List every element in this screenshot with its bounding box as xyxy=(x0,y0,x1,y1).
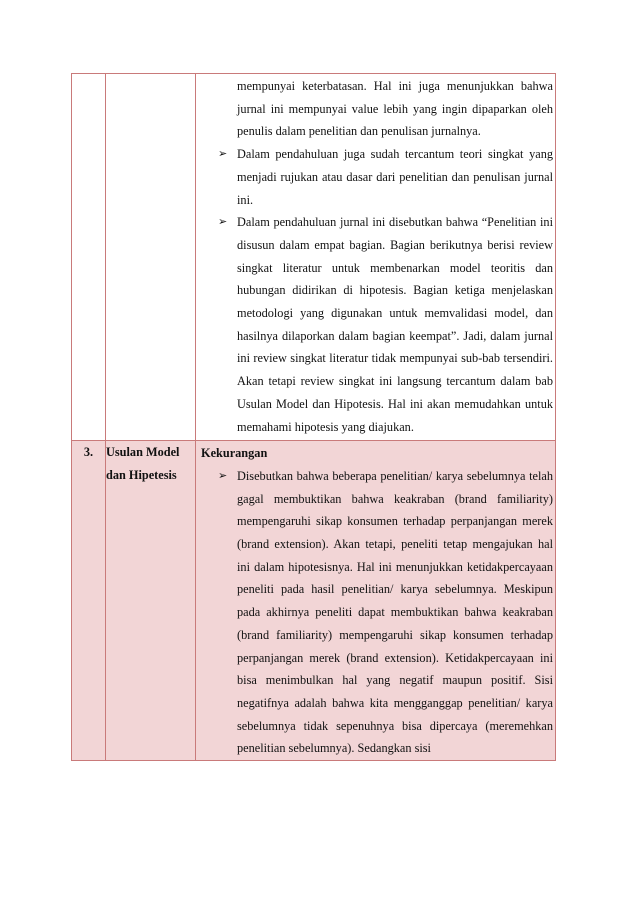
bullet-text: Dalam pendahuluan juga sudah tercantum teori singkat yang menjadi rujukan atau dasar dari penelitian dan penulisan jurnal ini. xyxy=(237,147,553,207)
arrow-bullet-icon: ➢ xyxy=(218,148,228,161)
arrow-bullet-icon: ➢ xyxy=(218,216,228,229)
bullet-text: Disebutkan bahwa beberapa penelitian/ karya sebelumnya telah gagal membuktikan bahwa keakraban (brand familiarity) mempengaruhi sikap konsumen terhadap perpanjangan merek (brand extension). Akan tetapi, peneliti tetap mengajukan hal ini dalam hipotesisnya. Hal ini menunjukkan ketidakpercayaan peneliti pada hasil penelitian/ karya sebelumnya. Meskipun pada akhirnya peneliti dapat membuktikan bahwa keakraban (brand familiarity) mempengaruhi sikap konsumen terhadap perpanjangan merek (brand extension). Ketidakpercayaan ini bisa menimbulkan hal yang negatif maupun positif. Sisi negatifnya adalah bahwa kita mengganggap penelitian/ karya sebelumnya tidak sepenuhnya bisa dipercaya (meremehkan penelitian sebelumnya). Sedangkan sisi xyxy=(237,468,553,756)
bullet-item xyxy=(201,143,553,211)
bullet-text: Dalam pendahuluan jurnal ini disebutkan bahwa “Penelitian ini disusun dalam empat bagian. Bagian berikutnya berisi review singkat literatur untuk membenarkan model teoritis dan hubungan didirikan di hipotesis. Bagian ketiga menjelaskan metodologi yang digunakan untuk memvalidasi model, dan hasilnya dilaporkan dalam bagian keempat”. Jadi, dalam jurnal ini review singkat literatur tidak mempunyai sub-bab tersendiri. Akan tetapi review singkat ini langsung tercantum dalam bab Usulan Model dan Hipotesis. Hal ini akan memudahkan untuk memahami hipotesis yang diajukan. xyxy=(237,215,553,434)
table-row xyxy=(72,441,556,761)
topic-cell xyxy=(106,74,196,441)
review-table xyxy=(71,73,556,761)
table-row xyxy=(72,74,556,441)
bullet-item xyxy=(201,465,553,760)
section-heading: Kekurangan xyxy=(201,446,268,461)
number-cell xyxy=(72,74,106,441)
arrow-bullet-icon: ➢ xyxy=(218,469,228,482)
bullet-item xyxy=(201,211,553,438)
row-number: 3. xyxy=(72,441,106,761)
continuation-paragraph: mempunyai keterbatasan. Hal ini juga menunjukkan bahwa jurnal ini mempunyai value lebih yang ingin dipaparkan oleh penulis dalam penelitian dan penulisan jurnalnya. xyxy=(237,79,553,139)
content-cell xyxy=(196,441,556,761)
content-cell xyxy=(196,74,556,441)
row-title: Usulan Model dan Hipetesis xyxy=(106,441,196,761)
